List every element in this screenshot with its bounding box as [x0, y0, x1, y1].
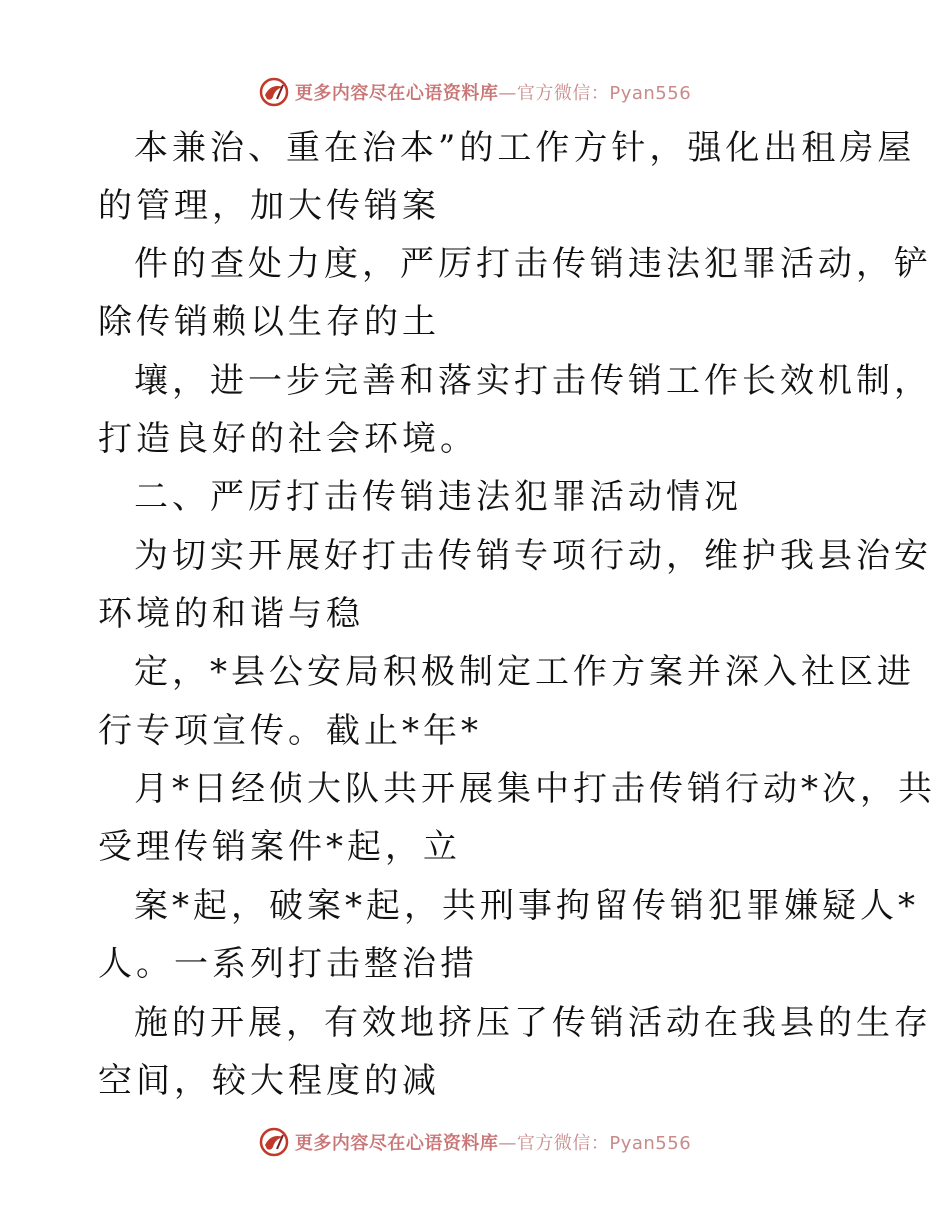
header-watermark: [0, 72, 950, 112]
text-line: 除传销赖以生存的土: [98, 302, 440, 342]
text-line: 行专项宣传。截止*年*: [98, 711, 482, 751]
text-line: 人。一系列打击整治措: [98, 944, 478, 984]
text-line: 环境的和谐与稳: [98, 594, 364, 634]
logo-icon: [259, 1127, 289, 1157]
text-line: 施的开展，有效地挤压了传销活动在我县的生存: [134, 1003, 932, 1043]
text-line: 定，*县公安局积极制定工作方案并深入社区进: [134, 652, 915, 692]
text-line: 打造良好的社会环境。: [98, 419, 478, 459]
watermark-text: 更多内容尽在心语资料库—官方微信：Pyan556: [294, 83, 692, 104]
text-line: 为切实开展好打击传销专项行动，维护我县治安: [134, 536, 932, 576]
footer-watermark: [0, 1122, 950, 1162]
text-line: 受理传销案件*起，立: [98, 827, 461, 867]
text-line: 件的查处力度，严厉打击传销违法犯罪活动，铲: [134, 244, 932, 284]
watermark-text: 更多内容尽在心语资料库—官方微信：Pyan556: [294, 1133, 692, 1154]
text-line: 案*起，破案*起，共刑事拘留传销犯罪嫌疑人*: [134, 886, 919, 926]
section-heading: 二、严厉打击传销违法犯罪活动情况: [134, 477, 742, 517]
text-line: 壤，进一步完善和落实打击传销工作长效机制，: [134, 361, 932, 401]
text-line: 本兼治、重在治本”的工作方针，强化出租房屋: [134, 128, 916, 168]
logo-icon: [259, 77, 289, 107]
text-line: 空间，较大程度的减: [98, 1061, 440, 1101]
text-line: 的管理，加大传销案: [98, 186, 440, 226]
text-line: 月*日经侦大队共开展集中打击传销行动*次，共: [134, 769, 936, 809]
